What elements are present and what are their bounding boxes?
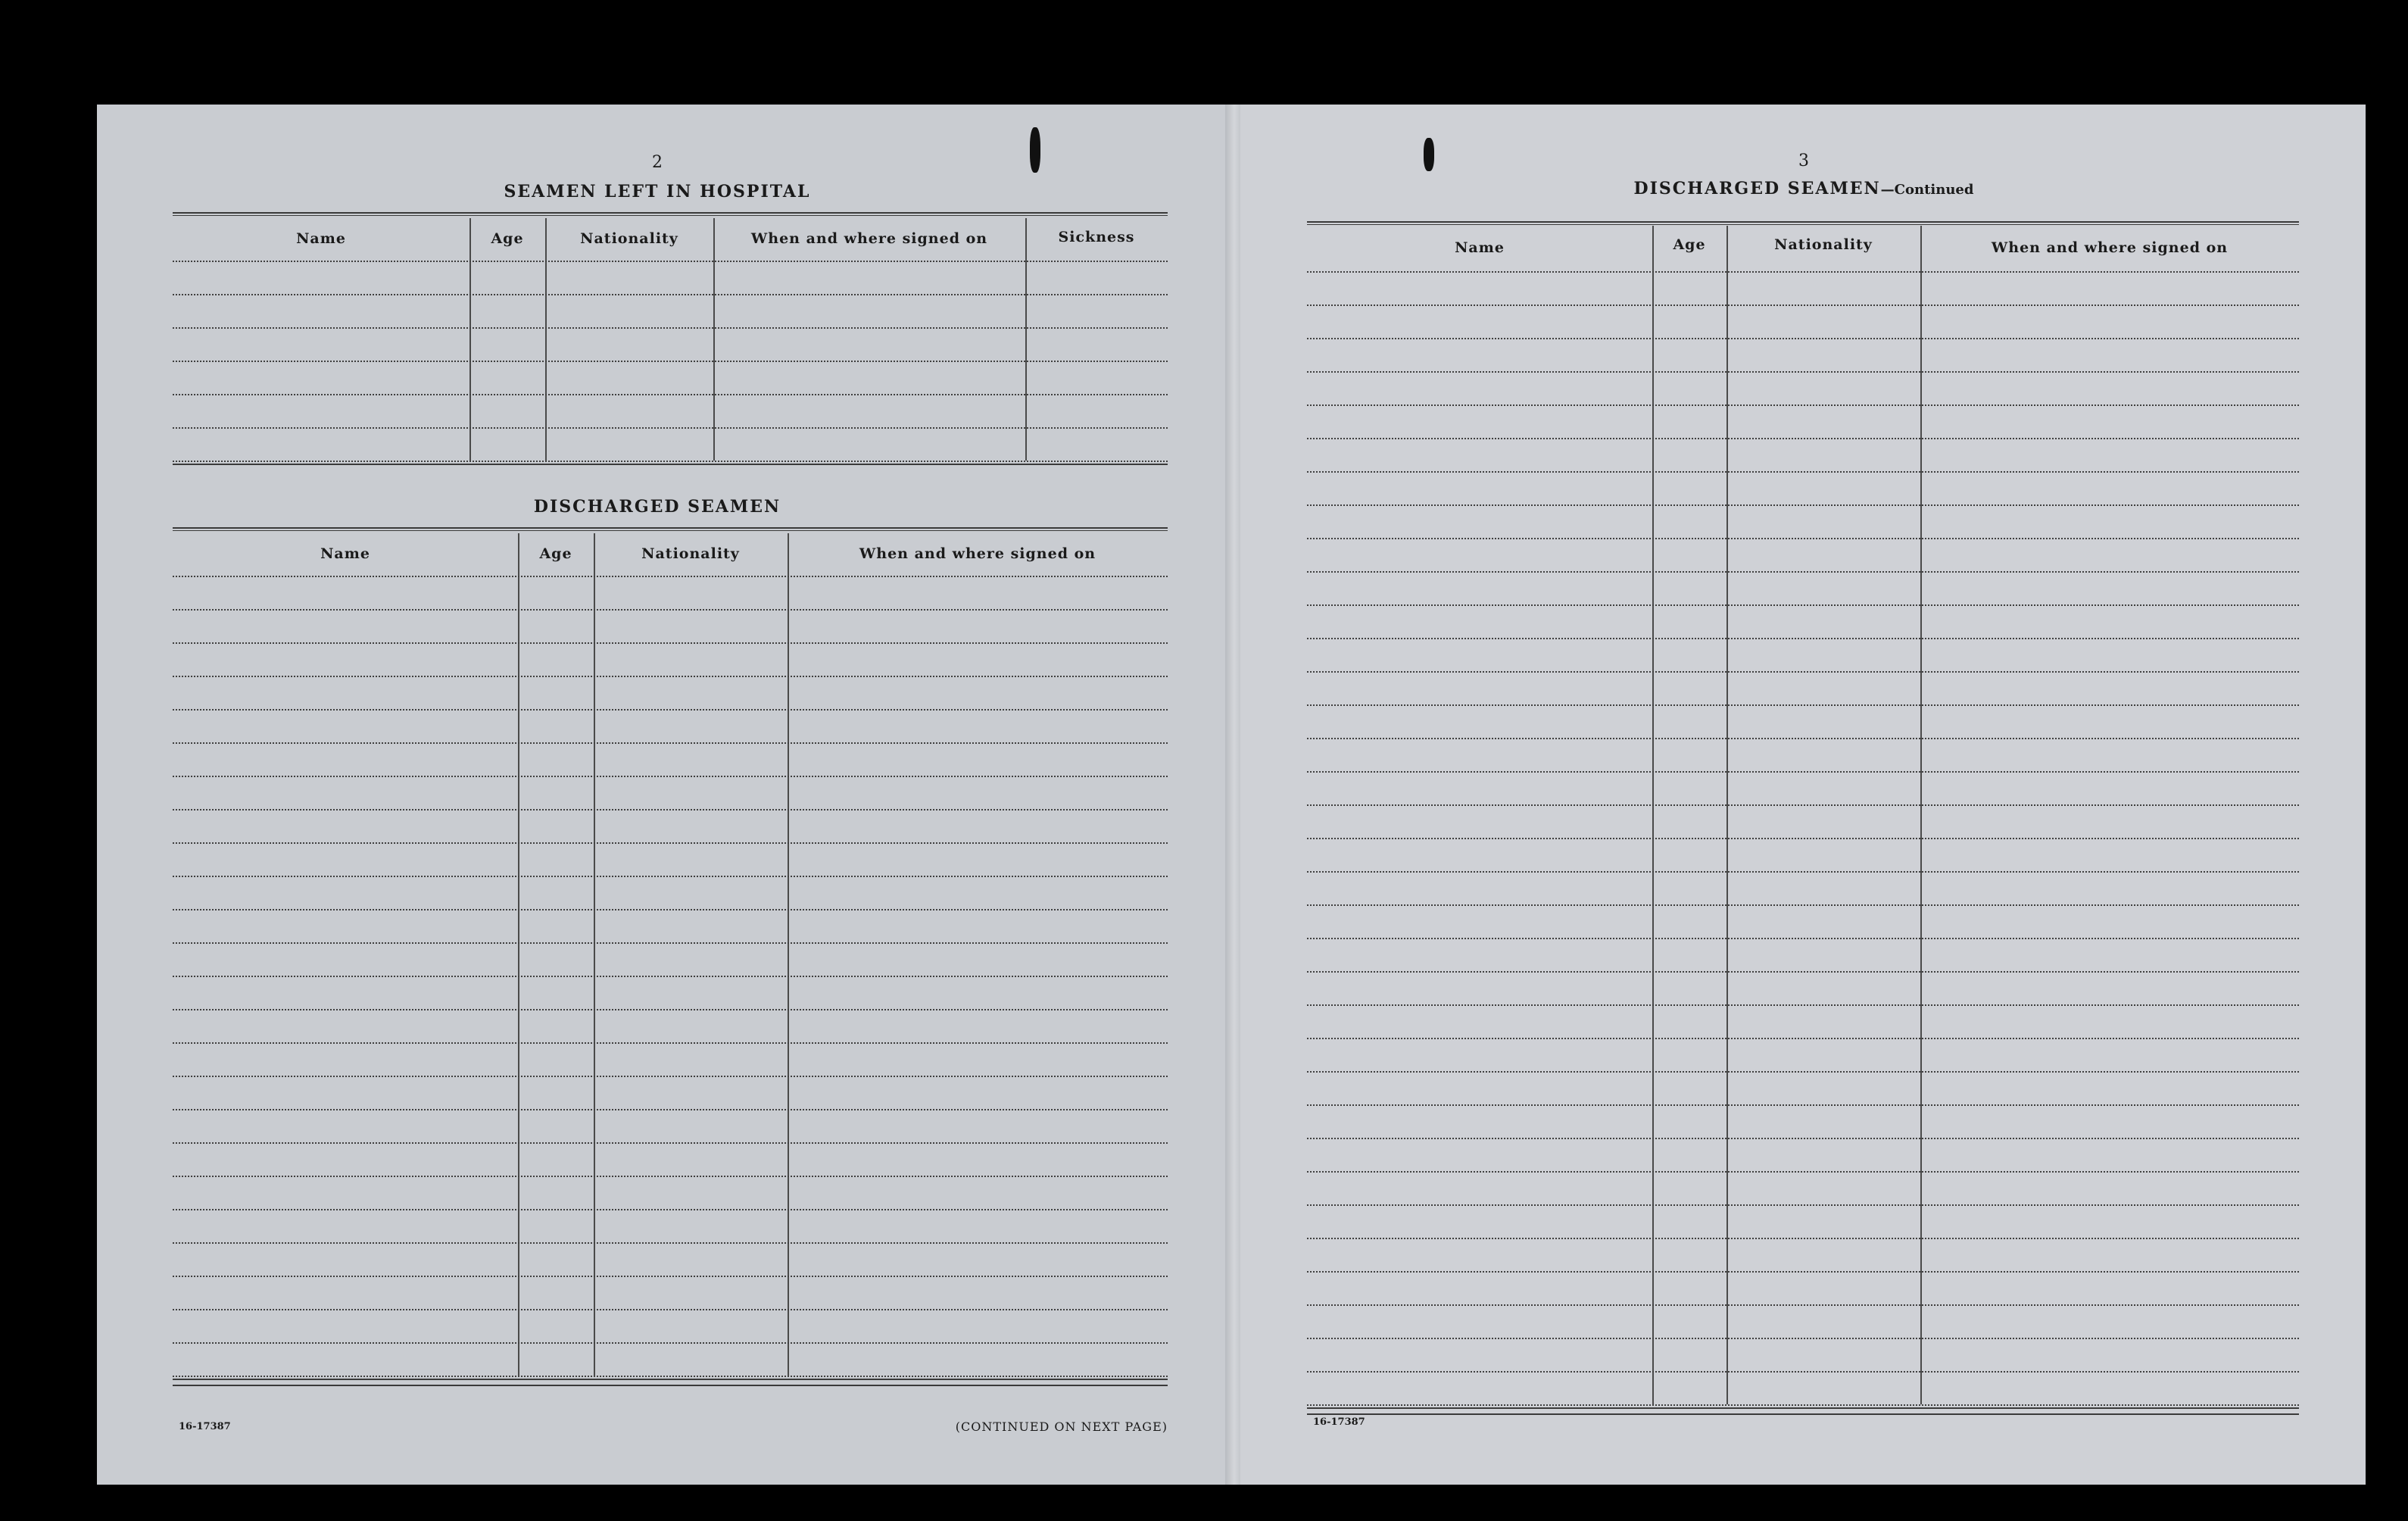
column-divider <box>713 218 715 461</box>
column-divider <box>545 218 547 461</box>
page-number: 3 <box>1798 151 1809 170</box>
row-line <box>173 1376 1168 1377</box>
row-line <box>1307 1238 2299 1239</box>
row-line <box>1307 438 2299 439</box>
continued-note: (CONTINUED ON NEXT PAGE) <box>955 1419 1168 1434</box>
document-sheet <box>97 105 2366 1485</box>
row-line <box>1307 271 2299 273</box>
row-line <box>173 1309 1168 1310</box>
discharged-col-header-age: Age <box>539 545 572 562</box>
row-line <box>173 642 1168 644</box>
row-line <box>1307 1404 2299 1406</box>
hospital-col-header-age: Age <box>491 230 524 247</box>
hospital-section-title: SEAMEN LEFT IN HOSPITAL <box>504 182 811 201</box>
row-line <box>1307 504 2299 506</box>
row-line <box>173 1242 1168 1244</box>
row-line <box>1307 371 2299 373</box>
row-line <box>1307 1004 2299 1006</box>
left-page <box>97 105 1225 1485</box>
row-line <box>1307 1038 2299 1039</box>
row-line <box>1307 471 2299 473</box>
row-line <box>173 261 1168 262</box>
row-line <box>1307 771 2299 773</box>
row-line <box>1307 704 2299 706</box>
row-line <box>173 1209 1168 1210</box>
row-line <box>173 361 1168 362</box>
row-line <box>1307 305 2299 306</box>
row-line <box>1307 871 2299 873</box>
row-line <box>1307 1271 2299 1273</box>
column-divider <box>788 533 789 1376</box>
discharged-section-title: DISCHARGED SEAMEN <box>533 497 781 517</box>
form-number: 16-17387 <box>1313 1416 1365 1428</box>
row-line <box>173 776 1168 777</box>
column-divider <box>1920 226 1922 1404</box>
discharged-col-header-nationality: Nationality <box>641 545 740 562</box>
hospital-title-rule <box>173 212 1168 216</box>
discharged-continued-title <box>1516 179 2091 198</box>
row-line <box>173 842 1168 844</box>
table-bottom-rule <box>1307 1407 2299 1409</box>
page-fold <box>1225 105 1240 1485</box>
row-line <box>173 609 1168 611</box>
row-line <box>173 1109 1168 1110</box>
row-line <box>1307 538 2299 539</box>
column-divider <box>518 533 519 1376</box>
row-line <box>173 461 1168 462</box>
row-line <box>1307 904 2299 906</box>
table-bottom-rule <box>173 1385 1168 1386</box>
row-line <box>173 427 1168 429</box>
row-line <box>173 909 1168 910</box>
row-line <box>1307 338 2299 339</box>
column-divider <box>469 218 471 461</box>
row-line <box>1307 838 2299 839</box>
title-suffix: —Continued <box>1880 182 1974 198</box>
discharged-continued-table <box>1307 226 2299 1407</box>
row-line <box>173 976 1168 977</box>
row-line <box>173 1042 1168 1044</box>
row-line <box>173 676 1168 677</box>
row-line <box>173 1176 1168 1177</box>
title-text: DISCHARGED SEAMEN <box>1633 179 1881 198</box>
row-line <box>173 1276 1168 1277</box>
row-line <box>173 1009 1168 1010</box>
discharged-col-header-signed-on: When and where signed on <box>1991 239 2229 256</box>
discharged-col-header-age: Age <box>1673 236 1706 253</box>
row-line <box>1307 404 2299 406</box>
discharged-col-header-nationality: Nationality <box>1774 236 1873 253</box>
row-line <box>173 294 1168 295</box>
row-line <box>1307 804 2299 806</box>
discharged-title-rule <box>173 527 1168 531</box>
column-divider <box>1726 226 1728 1404</box>
row-line <box>173 576 1168 577</box>
row-line <box>173 1142 1168 1144</box>
hospital-col-header-sickness: Sickness <box>1058 229 1135 245</box>
form-number: 16-17387 <box>179 1421 231 1432</box>
discharged-table <box>173 533 1168 1412</box>
column-divider <box>1025 218 1027 461</box>
discharged-continued-rule <box>1307 221 2299 225</box>
row-line <box>1307 938 2299 939</box>
column-divider <box>1652 226 1654 1404</box>
row-line <box>1307 604 2299 606</box>
row-line <box>173 709 1168 711</box>
page-number: 2 <box>652 153 663 172</box>
discharged-col-header-name: Name <box>1455 239 1505 256</box>
row-line <box>1307 571 2299 573</box>
row-line <box>173 1342 1168 1344</box>
column-divider <box>594 533 595 1376</box>
row-line <box>1307 1104 2299 1106</box>
row-line <box>173 742 1168 744</box>
row-line <box>173 1076 1168 1077</box>
ink-mark <box>1424 138 1434 171</box>
row-line <box>173 942 1168 944</box>
row-line <box>173 809 1168 810</box>
row-line <box>1307 1204 2299 1206</box>
table-bottom-rule <box>1307 1413 2299 1415</box>
hospital-col-header-nationality: Nationality <box>580 230 678 247</box>
row-line <box>1307 1171 2299 1173</box>
discharged-col-header-name: Name <box>320 545 370 562</box>
row-line <box>1307 1304 2299 1306</box>
row-line <box>1307 1338 2299 1339</box>
discharged-col-header-signed-on: When and where signed on <box>859 545 1096 562</box>
right-page <box>1240 105 2366 1485</box>
table-bottom-rule <box>173 1379 1168 1380</box>
row-line <box>1307 738 2299 739</box>
row-line <box>1307 1138 2299 1139</box>
hospital-col-header-signed-on: When and where signed on <box>750 230 988 247</box>
row-line <box>1307 671 2299 673</box>
row-line <box>173 876 1168 877</box>
ink-mark <box>1030 127 1040 173</box>
row-line <box>1307 638 2299 639</box>
row-line <box>173 327 1168 329</box>
row-line <box>1307 1371 2299 1373</box>
table-bottom-rule <box>173 464 1168 465</box>
row-line <box>1307 1071 2299 1073</box>
hospital-col-header-name: Name <box>296 230 346 247</box>
row-line <box>173 394 1168 395</box>
row-line <box>1307 971 2299 973</box>
